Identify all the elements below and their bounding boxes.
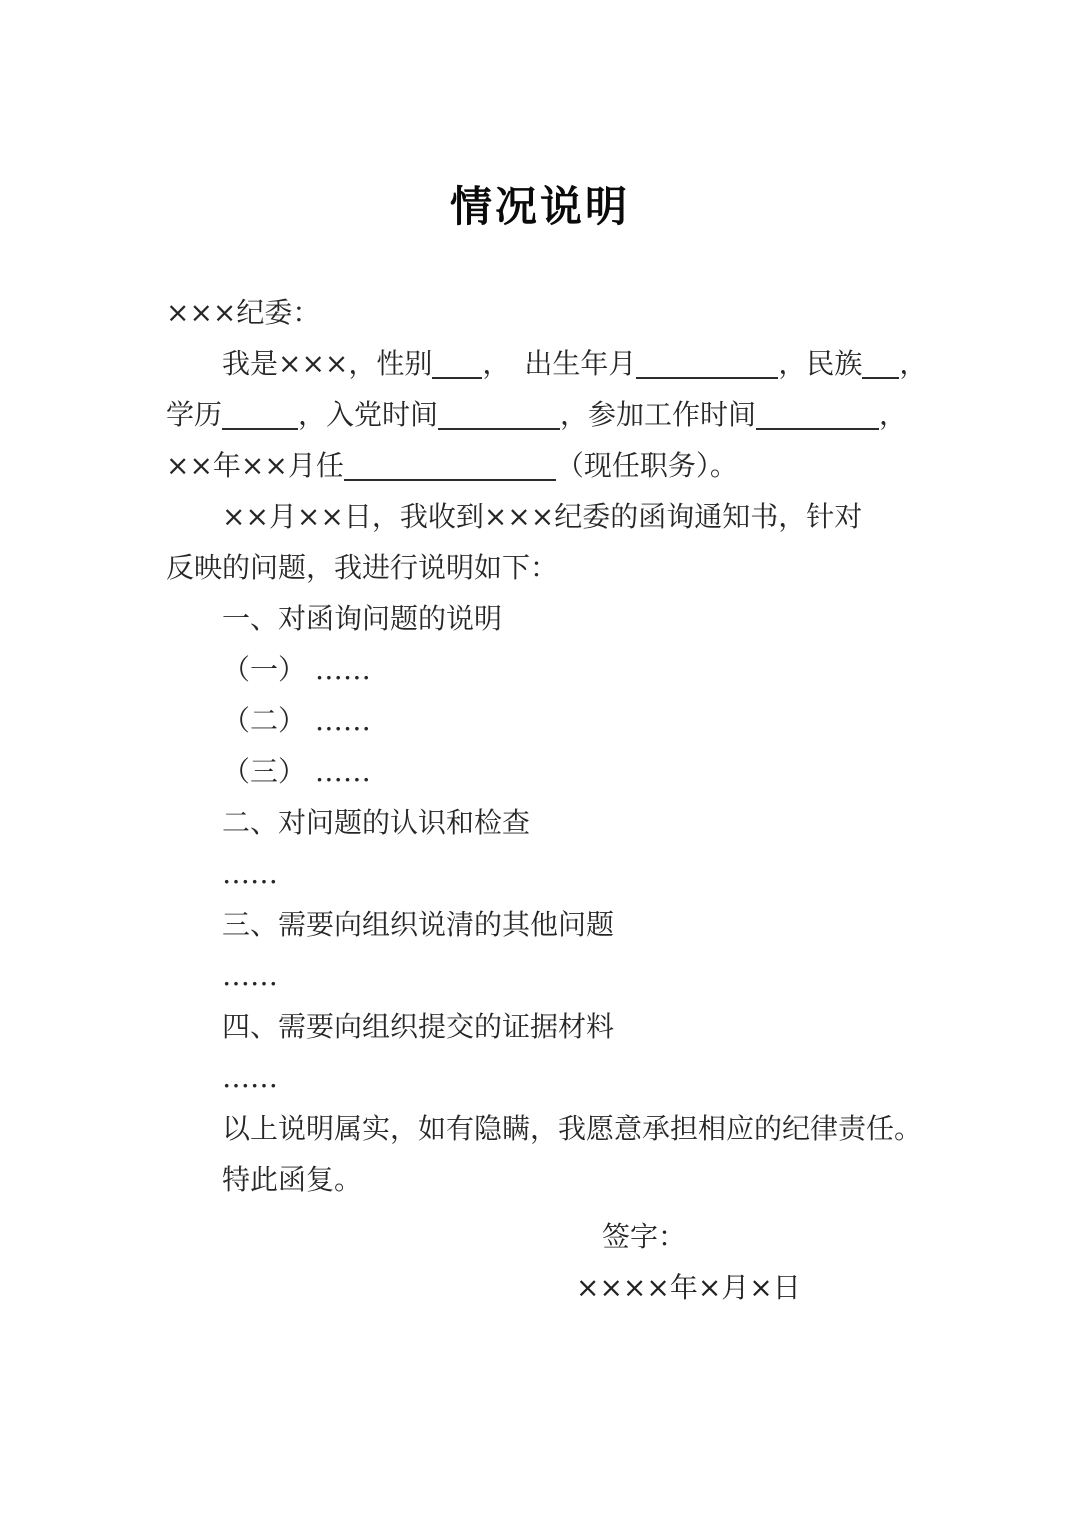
text-run: 学历 [166, 398, 223, 431]
document-title: 情况说明 [449, 182, 630, 231]
text-run: 四、需要向组织提交的证据材料 [222, 1010, 615, 1043]
intro-line-1 [166, 338, 928, 389]
text-run: （三） …… [222, 755, 371, 788]
text-run: 三、需要向组织说清的其他问题 [222, 908, 615, 941]
fill-in-blank [636, 349, 778, 379]
intro-line-3 [166, 440, 918, 491]
section-4-placeholder [166, 1052, 918, 1103]
text-run: 一、对函询问题的说明 [222, 602, 503, 635]
notice-line-2 [166, 542, 918, 593]
section-2-placeholder [166, 848, 918, 899]
text-run: ××月××日，我收到×××纪委的函询通知书，针对 [222, 500, 863, 533]
fill-in-blank [344, 451, 556, 481]
intro-line-2 [166, 389, 918, 440]
text-run: ， [899, 347, 928, 380]
text-run: 我是×××，性别 [222, 347, 433, 380]
salutation-line [166, 287, 918, 338]
section-3-placeholder [166, 950, 918, 1001]
section-1-item-2 [166, 695, 918, 746]
document-body [166, 287, 928, 1205]
fill-in-blank [222, 400, 298, 430]
signature-label: 签字： [602, 1220, 687, 1253]
signature-date: ××××年×月×日 [576, 1271, 801, 1304]
text-run: （二） …… [222, 704, 371, 737]
section-4-heading [166, 1001, 918, 1052]
text-run: ××年××月任 [166, 449, 344, 482]
section-1-item-3 [166, 746, 918, 797]
text-run: （现任职务）。 [555, 449, 738, 482]
text-run: 特此函复。 [222, 1163, 363, 1196]
fill-in-blank [432, 349, 482, 379]
closing-line-2 [166, 1154, 918, 1205]
text-run: ， [879, 398, 908, 431]
text-run: ，参加工作时间 [560, 398, 757, 431]
section-2-heading [166, 797, 918, 848]
closing-line-1 [166, 1103, 923, 1154]
section-1-item-1 [166, 644, 918, 695]
text-run: …… [222, 959, 278, 992]
text-run: …… [222, 1061, 278, 1094]
text-run: ×××纪委： [166, 296, 321, 329]
text-run: ，入党时间 [298, 398, 439, 431]
fill-in-blank [862, 349, 899, 379]
fill-in-blank [438, 400, 560, 430]
text-run: ， 出生年月 [482, 347, 637, 380]
text-run: 反映的问题，我进行说明如下： [166, 551, 559, 584]
section-1-heading [166, 593, 918, 644]
text-run: …… [222, 857, 278, 890]
fill-in-blank [756, 400, 879, 430]
notice-line-1 [166, 491, 918, 542]
text-run: （一） …… [222, 653, 371, 686]
section-3-heading [166, 899, 918, 950]
text-run: 以上说明属实，如有隐瞒，我愿意承担相应的纪律责任。 [222, 1112, 923, 1145]
text-run: ，民族 [778, 347, 863, 380]
text-run: 二、对问题的认识和检查 [222, 806, 531, 839]
